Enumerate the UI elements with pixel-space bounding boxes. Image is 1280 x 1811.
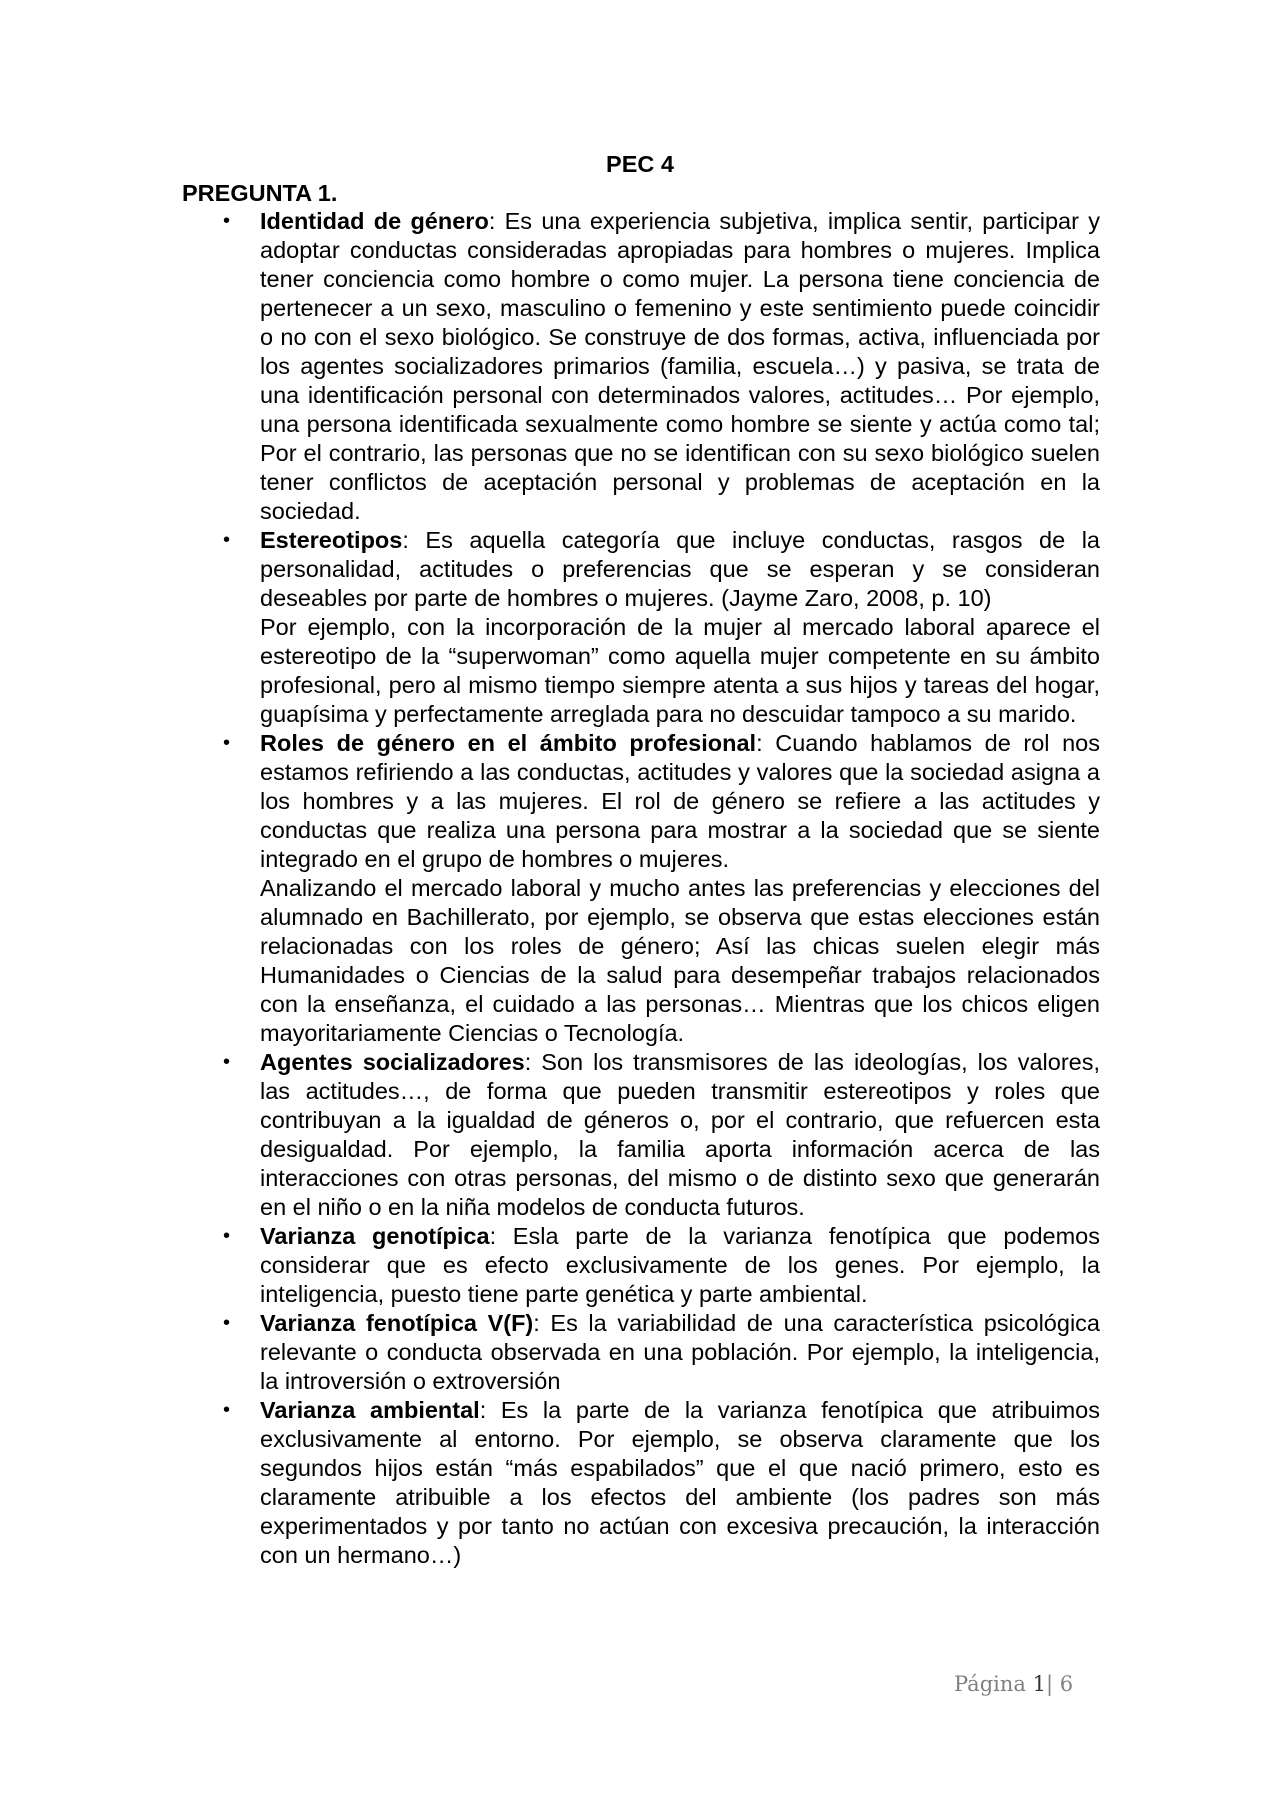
total-pages-number: 6: [1059, 1672, 1074, 1696]
page-number-footer: [954, 1670, 1073, 1698]
bullet-icon: •: [223, 1051, 231, 1073]
item-paragraph: [260, 207, 1100, 526]
item-term: Roles de género en el ámbito profesional: [260, 730, 757, 756]
bullet-icon: •: [223, 732, 231, 754]
list-item: [0, 207, 1100, 526]
item-paragraph: [260, 1309, 1100, 1396]
item-text: : Es aquella categoría que incluye conductas, rasgos de la personalidad, actitudes o preferencias que se esperan y se consideran deseables por parte de hombres o mujeres. (Jayme Zaro, 2008, p. 10): [260, 527, 1100, 611]
bullet-icon: •: [223, 1399, 231, 1421]
item-term: Varianza fenotípica V(F): [260, 1310, 534, 1336]
item-paragraph: Por ejemplo, con la incorporación de la mujer al mercado laboral aparece el estereotipo de la “superwoman” como aquella mujer competente en su ámbito profesional, pero al mismo tiempo siempre atenta a sus hijos y tareas del hogar, guapísima y perfectamente arreglada para no descuidar tampoco a su marido.: [260, 614, 1100, 727]
item-term: Varianza genotípica: [260, 1223, 490, 1249]
item-text: : Son los transmisores de las ideologías, los valores, las actitudes…, de forma que pueden transmitir estereotipos y roles que contribuyan a la igualdad de géneros o, por el contrario, que refuercen esta desigualdad. Por ejemplo, la familia aporta información acerca de las interacciones con otras personas, del mismo o de distinto sexo que generarán en el niño o en la niña modelos de conducta futuros.: [260, 1049, 1100, 1220]
list-item: [0, 1396, 1100, 1570]
item-text: : Esla parte de la varianza fenotípica que podemos considerar que es efecto exclusivamente de los genes. Por ejemplo, la inteligencia, puesto tiene parte genética y parte ambiental.: [260, 1223, 1100, 1307]
item-term: Identidad de género: [260, 208, 489, 234]
item-text: : Es la parte de la varianza fenotípica que atribuimos exclusivamente al entorno. Por ejemplo, se observa claramente que los segundos hijos están “más espabilados” que el que nació primero, esto es claramente atribuible a los efectos del ambiente (los padres son más experimentados y por tanto no actúan con excesiva precaución, la interacción con un hermano…): [260, 1397, 1100, 1568]
bullet-icon: •: [223, 1312, 231, 1334]
page-label: Página: [954, 1672, 1026, 1696]
list-item: [0, 1309, 1100, 1396]
item-term: Varianza ambiental: [260, 1397, 480, 1423]
item-text: : Es la variabilidad de una característica psicológica relevante o conducta observada en una población. Por ejemplo, la inteligencia, la introversión o extroversión: [260, 1310, 1100, 1394]
section-heading: PREGUNTA 1.: [182, 180, 338, 206]
item-text: : Es una experiencia subjetiva, implica sentir, participar y adoptar conductas consideradas apropiadas para hombres o mujeres. Implica tener conciencia como hombre o como mujer. La persona tiene conciencia de pertenecer a un sexo, masculino o femenino y este sentimiento puede coincidir o no con el sexo biológico. Se construye de dos formas, activa, influenciada por los agentes socializadores primarios (familia, escuela…) y pasiva, se trata de una identificación personal con determinados valores, actitudes… Por ejemplo, una persona identificada sexualmente como hombre se siente y actúa como tal; Por el contrario, las personas que no se identifican con su sexo biológico suelen tener conflictos de aceptación personal y problemas de aceptación en la sociedad.: [260, 208, 1100, 524]
list-item: [0, 1222, 1100, 1309]
page-separator: |: [1045, 1672, 1054, 1696]
item-term: Estereotipos: [260, 527, 403, 553]
item-paragraph: [260, 1048, 1100, 1222]
item-paragraph: [260, 1396, 1100, 1570]
list-item: [0, 1048, 1100, 1222]
document-title: PEC 4: [606, 151, 674, 177]
item-paragraph: [260, 1222, 1100, 1309]
bullet-icon: •: [223, 1225, 231, 1247]
list-item: [0, 526, 1100, 729]
item-term: Agentes socializadores: [260, 1049, 525, 1075]
item-paragraph: [260, 729, 1100, 874]
list-item: [0, 729, 1100, 1048]
item-paragraph: Analizando el mercado laboral y mucho antes las preferencias y elecciones del alumnado en Bachillerato, por ejemplo, se observa que estas elecciones están relacionadas con los roles de género; Así las chicas suelen elegir más Humanidades o Ciencias de la salud para desempeñar trabajos relacionados con la enseñanza, el cuidado a las personas… Mientras que los chicos eligen mayoritariamente Ciencias o Tecnología.: [260, 875, 1100, 1046]
definition-list: [0, 207, 1280, 1570]
bullet-icon: •: [223, 210, 231, 232]
item-text: : Cuando hablamos de rol nos estamos refiriendo a las conductas, actitudes y valores que la sociedad asigna a los hombres y a las mujeres. El rol de género se refiere a las actitudes y conductas que realiza una persona para mostrar a la sociedad que se siente integrado en el grupo de hombres o mujeres.: [260, 730, 1100, 872]
item-paragraph: [260, 526, 1100, 613]
current-page-number: 1: [1032, 1672, 1046, 1696]
bullet-icon: •: [223, 529, 231, 551]
